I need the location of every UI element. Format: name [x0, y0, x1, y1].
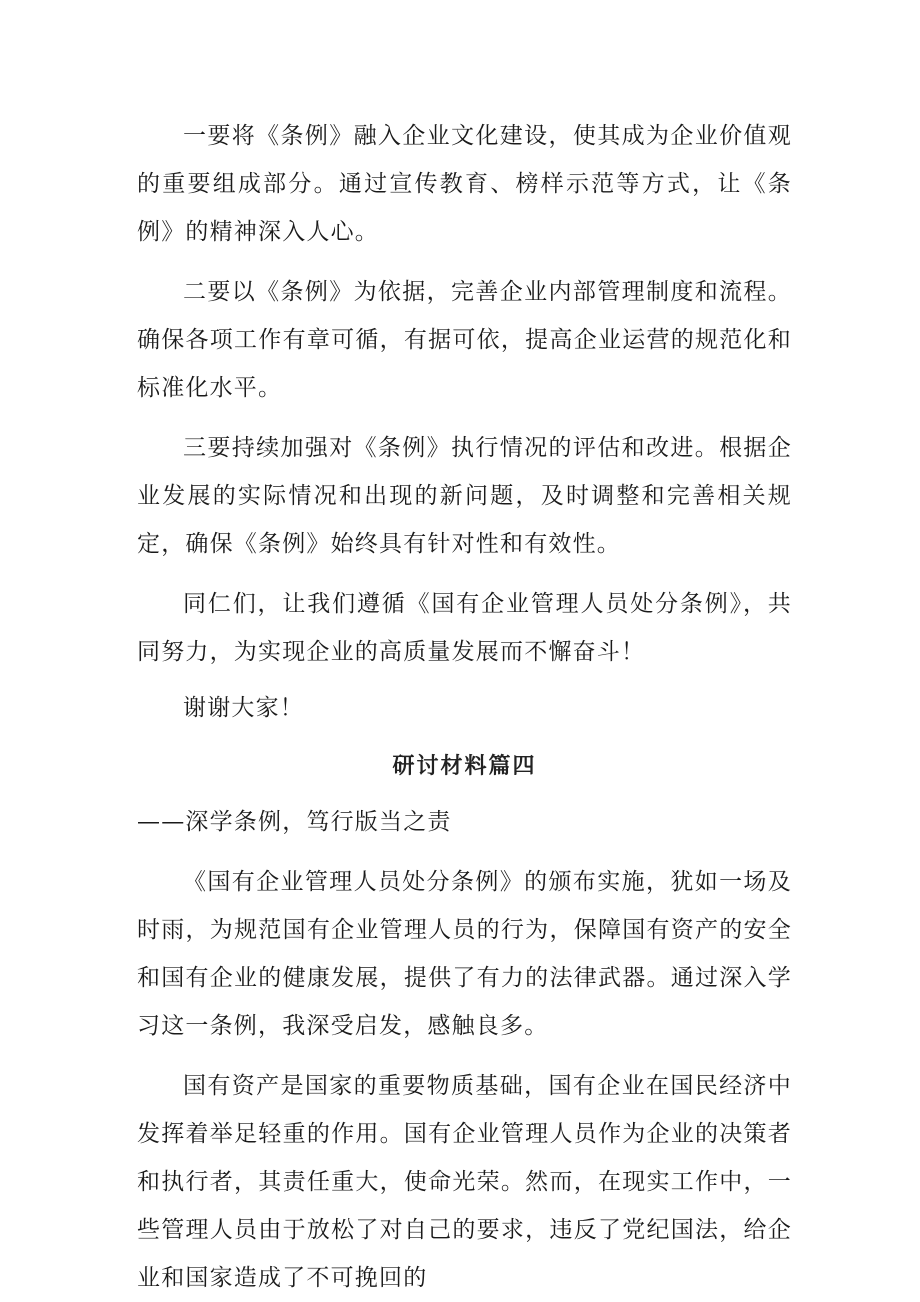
paragraph-point-two: 二要以《条例》为依据，完善企业内部管理制度和流程。确保各项工作有章可循，有据可依，提高企业运营的规范化和标准化水平。 — [137, 279, 792, 401]
paragraph-point-three: 三要持续加强对《条例》执行情况的评估和改进。根据企业发展的实际情况和出现的新问题，及时调整和完善相关规定，确保《条例》始终具有针对性和有效性。 — [137, 435, 792, 557]
paragraph-state-assets: 国有资产是国家的重要物质基础，国有企业在国民经济中发挥着举足轻重的作用。国有企业管理人员作为企业的决策者和执行者，其责任重大，使命光荣。然而，在现实工作中，一些管理人员由于放松了对自己的要求，违反了党纪国法，给企业和国家造成了不可挽回的 — [137, 1073, 792, 1291]
paragraph-point-one: 一要将《条例》融入企业文化建设，使其成为企业价值观的重要组成部分。通过宣传教育、榜样示范等方式，让《条例》的精神深入人心。 — [137, 123, 792, 245]
paragraph-intro: 《国有企业管理人员处分条例》的颁布实施，犹如一场及时雨，为规范国有企业管理人员的行为，保障国有资产的安全和国有企业的健康发展，提供了有力的法律武器。通过深入学习这一条例，我深受启发，感触良多。 — [137, 869, 792, 1039]
paragraph-thanks: 谢谢大家！ — [183, 695, 304, 721]
section-heading: 研讨材料篇四 — [392, 753, 537, 779]
section-subtitle: ——深学条例，笃行版当之责 — [137, 809, 452, 835]
paragraph-closing-call: 同仁们，让我们遵循《国有企业管理人员处分条例》，共同努力，为实现企业的高质量发展而不懈奋斗！ — [137, 591, 792, 665]
document-page — [137, 112, 792, 1302]
